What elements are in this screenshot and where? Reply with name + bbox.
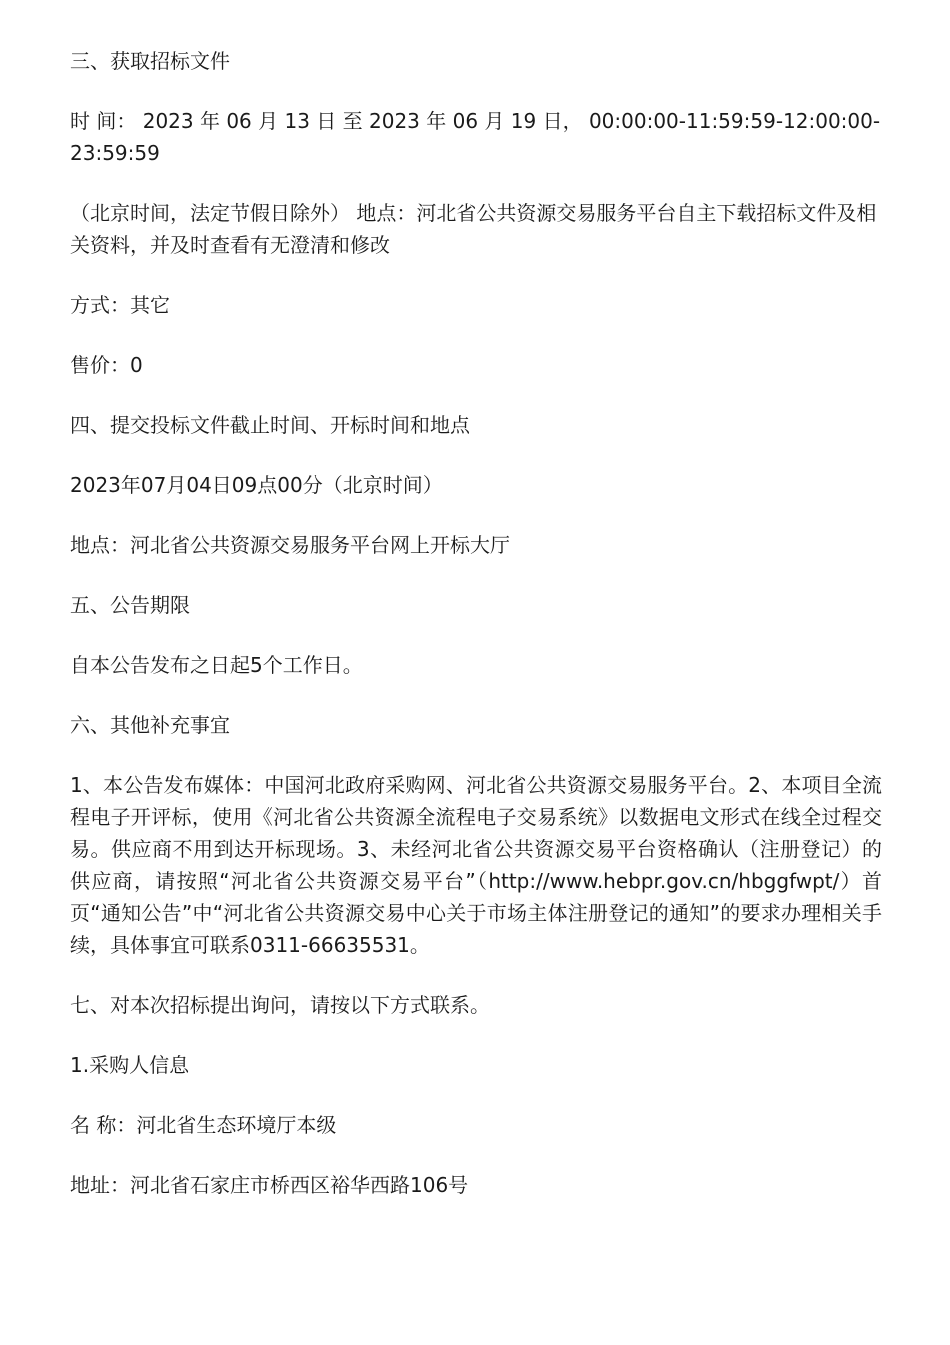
obtain-location: （北京时间，法定节假日除外） 地点：河北省公共资源交易服务平台自主下载招标文件及相关资料，并及时查看有无澄清和修改 <box>70 201 877 257</box>
submission-deadline-time: 2023年07月04日09点00分（北京时间） <box>70 473 443 497</box>
purchaser-info-heading: 1.采购人信息 <box>70 1053 190 1077</box>
supplementary-details: 1、本公告发布媒体：中国河北政府采购网、河北省公共资源交易服务平台。2、本项目全流程电子开评标，使用《河北省公共资源全流程电子交易系统》以数据电文形式在线全过程交易。供应商不用到达开标现场。3、未经河北省公共资源交易平台资格确认（注册登记）的供应商，请按照“河北省公共资源交易平台”（http://www.hebpr.gov.cn/hbggfwpt/）首页“通知公告”中“河北省公共资源交易中心关于市场主体注册登记的通知”的要求办理相关手续，具体事宜可联系0311-66635531。 <box>70 773 882 957</box>
obtain-time-range: 时 间： 2023 年 06 月 13 日 至 2023 年 06 月 19 日， 00:00:00-11:59:59-12:00:00-23:59:59 <box>70 109 881 165</box>
notice-period-text: 自本公告发布之日起5个工作日。 <box>70 653 363 677</box>
purchaser-address: 地址：河北省石家庄市桥西区裕华西路106号 <box>70 1173 469 1197</box>
section-heading-inquiry-contacts: 七、对本次招标提出询问，请按以下方式联系。 <box>70 993 490 1017</box>
document-price: 售价：0 <box>70 353 143 377</box>
section-heading-obtain-documents: 三、获取招标文件 <box>70 49 230 73</box>
section-heading-supplementary: 六、其他补充事宜 <box>70 713 230 737</box>
purchaser-name: 名 称：河北省生态环境厅本级 <box>70 1113 337 1137</box>
opening-location: 地点：河北省公共资源交易服务平台网上开标大厅 <box>70 533 510 557</box>
section-heading-notice-period: 五、公告期限 <box>70 593 190 617</box>
obtain-method: 方式：其它 <box>70 293 170 317</box>
document-page <box>70 45 882 1229</box>
section-heading-submission-deadline: 四、提交投标文件截止时间、开标时间和地点 <box>70 413 470 437</box>
